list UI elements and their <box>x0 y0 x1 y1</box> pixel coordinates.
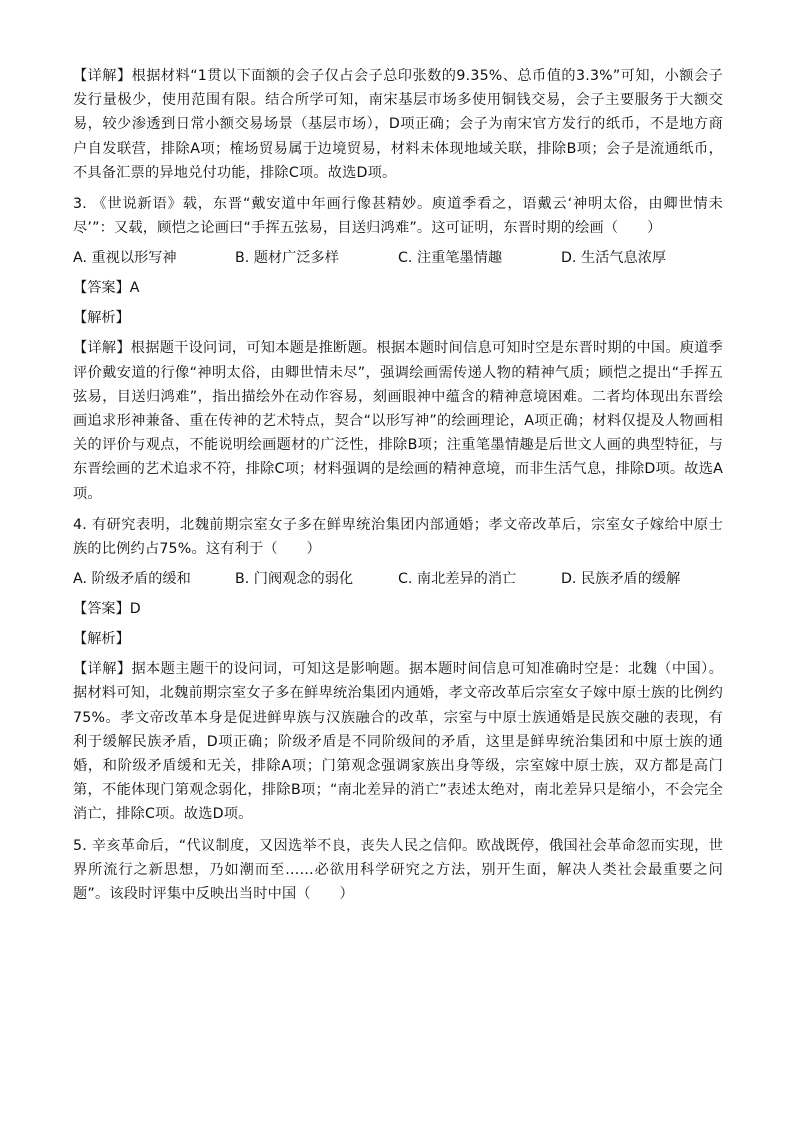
q4-detail <box>73 657 723 826</box>
q4-stem: 4. 有研究表明，北魏前期宗室女子多在鲜卑统治集团内部通婚；孝文帝改革后，宗室女子嫁给中原士族的比例约占75%。这有利于（ ） <box>73 516 723 558</box>
q3-options <box>73 246 723 270</box>
q4-option-d: D. 民族矛盾的缓解 <box>561 571 681 588</box>
q3-option-b: B. 题材广泛多样 <box>235 250 339 267</box>
q3-analysis-heading: 【解析】 <box>73 310 130 327</box>
q4-answer-value: D <box>129 601 141 618</box>
q3-stem: 3. 《世说新语》载，东晋“戴安道中年画行像甚精妙。庾道季看之，语戴云‘神明太俗，由卿世情未尽’”：又载，顾恺之论画曰“手挥五弦易，目送归鸿难”。这可证明，东晋时期的绘画（ ） <box>73 196 723 237</box>
q4-answer <box>73 597 723 621</box>
q3-answer-value: A <box>129 280 140 297</box>
answer-tag: 【答案】 <box>73 280 130 297</box>
q3-detail <box>73 336 723 505</box>
answer-tag: 【答案】 <box>73 601 130 618</box>
q2-detail-text: 根据材料“1贯以下面额的会子仅占会子总印张数的9.35%、总币值的3.3%”可知，小额会子发行量极少，使用范围有限。结合所学可知，南宋基层市场多使用铜钱交易，会子主要服务于大额交易，较少渗透到日常小额交易场景（基层市场），D项正确；会子为南宋官方发行的纸币，不是地方商户自发联营，排除A项；榷场贸易属于边境贸易，材料未体现地域关联，排除B项；会子是流通纸币，不具备汇票的异地兑付功能，排除C项。故选D项。 <box>73 68 723 181</box>
q4-option-c: C. 南北差异的消亡 <box>398 571 517 588</box>
q3-option-d: D. 生活气息浓厚 <box>561 250 667 267</box>
q3-answer <box>73 276 723 300</box>
detail-tag: 【详解】 <box>73 68 132 84</box>
q4-detail-text: 据本题主题干的设问词，可知这是影响题。据本题时间信息可知准确时空是：北魏（中国）。据材料可知，北魏前期宗室女子多在鲜卑统治集团内通婚，孝文帝改革后宗室女子嫁中原士族的比例约75%。孝文帝改革本身是促进鲜卑族与汉族融合的改革，宗室与中原士族通婚是民族交融的表现，有利于缓解民族矛盾，D项正确；阶级矛盾是不同阶级间的矛盾，这里是鲜卑统治集团和中原士族的通婚，和阶级矛盾缓和无关，排除A项；门第观念强调家族出身等级，宗室嫁中原士族，双方都是高门第，不能体现门第观念弱化，排除B项；“南北差异的消亡”表述太绝对，南北差异只是缩小，不会完全消亡，排除C项。故选D项。 <box>73 661 723 823</box>
q4-option-a: A. 阶级矛盾的缓和 <box>73 571 191 588</box>
document-page <box>73 64 723 913</box>
q3-option-c: C. 注重笔墨情趣 <box>398 250 503 267</box>
q4-analysis-heading: 【解析】 <box>73 631 130 648</box>
q4-option-b: B. 门阀观念的弱化 <box>235 571 354 588</box>
q3-detail-text: 根据题干设问词，可知本题是推断题。根据本题时间信息可知时空是东晋时期的中国。庾道季评价戴安道的行像“神明太俗，由卿世情未尽”，强调绘画需传递人物的精神气质；顾恺之提出“手挥五弦易，目送归鸿难”，指出描绘外在动作容易，刻画眼神中蕴含的精神意境困难。二者均体现出东晋绘画追求形神兼备、重在传神的艺术特点，契合“以形写神”的绘画理论，A项正确；材料仅提及人物画相关的评价与观点，不能说明绘画题材的广泛性，排除B项；注重笔墨情趣是后世文人画的典型特征，与东晋绘画的艺术追求不符，排除C项；材料强调的是绘画的精神意境，而非生活气息，排除D项。故选A项。 <box>73 340 724 502</box>
q4-options <box>73 567 723 591</box>
q2-detail <box>73 64 723 185</box>
detail-tag: 【详解】 <box>73 340 131 357</box>
detail-tag: 【详解】 <box>73 661 132 678</box>
q3-option-a: A. 重视以形写神 <box>73 250 177 267</box>
q5-stem: 5. 辛亥革命后，“代议制度，又因选举不良，丧失人民之信仰。欧战既停，俄国社会革命忽而实现，世界所流行之新思想，乃如潮而至……必欲用科学研究之方法，别开生面，解决人类社会最重要之问题”。该段时评集中反映出当时中国（ ） <box>73 837 723 903</box>
